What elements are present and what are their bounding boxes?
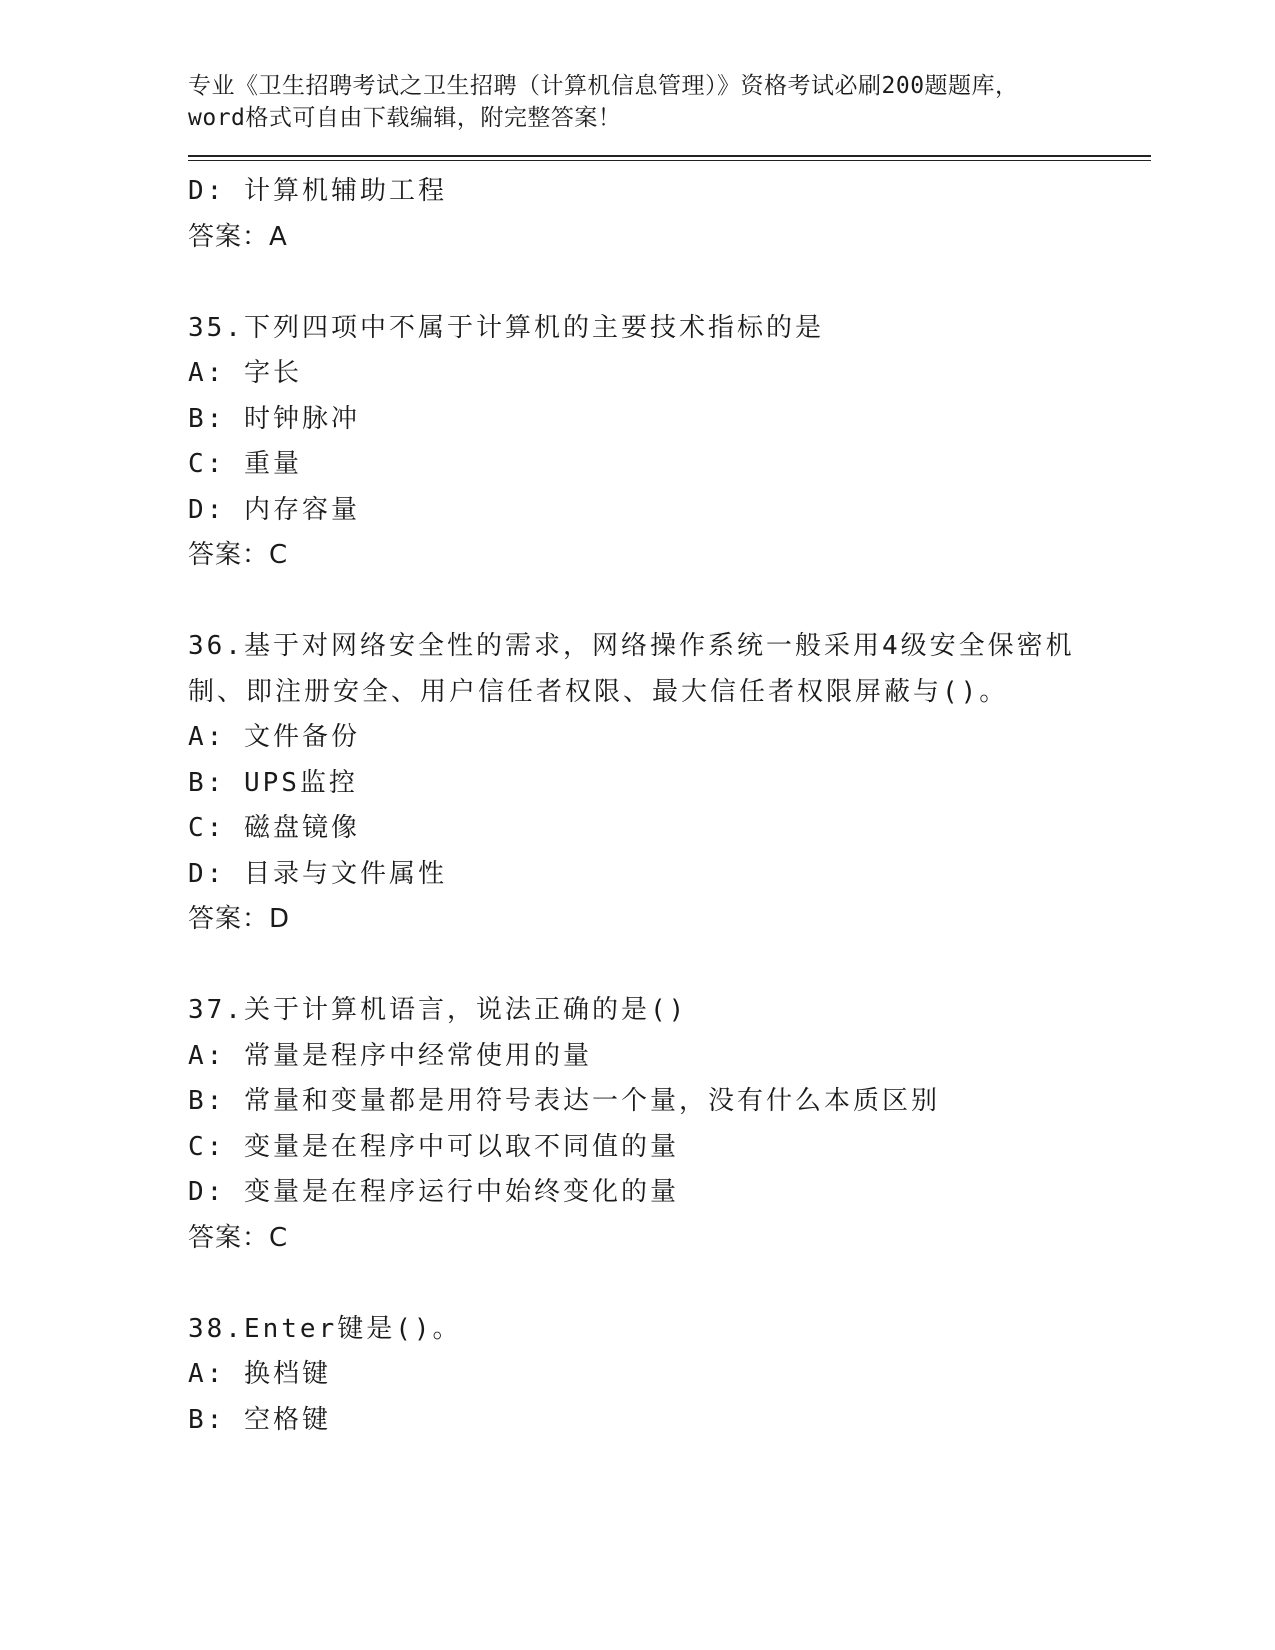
answer-label: 答案：C	[188, 1222, 289, 1253]
question-block-38	[188, 1307, 1148, 1444]
question-block-35	[188, 306, 1148, 579]
option-c: C: 变量是在程序中可以取不同值的量	[188, 1131, 679, 1162]
question-list	[188, 169, 1148, 1443]
header-title-line-2: word格式可自由下载编辑，附完整答案！	[188, 105, 622, 131]
option-b: B: UPS监控	[188, 767, 358, 798]
document-page	[188, 70, 1148, 1443]
option-b: B: 常量和变量都是用符号表达一个量，没有什么本质区别	[188, 1086, 940, 1116]
question-stem: 37.关于计算机语言，说法正确的是()	[188, 995, 688, 1025]
header-divider	[188, 155, 1151, 161]
question-stem: 38.Enter键是()。	[188, 1313, 462, 1344]
answer-label: 答案：A	[188, 221, 288, 252]
spacer	[188, 1261, 1148, 1307]
document-header	[188, 70, 1148, 134]
spacer	[188, 579, 1148, 625]
option-b: B: 空格键	[188, 1404, 331, 1435]
option-d: D: 内存容量	[188, 494, 360, 525]
option-c: C: 重量	[188, 449, 302, 479]
question-stem: 35.下列四项中不属于计算机的主要技术指标的是	[188, 312, 824, 343]
spacer	[188, 943, 1148, 989]
option-a: A: 换档键	[188, 1359, 331, 1389]
option-d: D: 计算机辅助工程	[188, 176, 447, 206]
option-d: D: 变量是在程序运行中始终变化的量	[188, 1177, 679, 1207]
question-stem-line-2: 制、即注册安全、用户信任者权限、最大信任者权限屏蔽与()。	[188, 676, 1009, 707]
question-block-36	[188, 624, 1148, 943]
question-stem-line-1: 36.基于对网络安全性的需求，网络操作系统一般采用4级安全保密机	[188, 631, 1075, 661]
option-c: C: 磁盘镜像	[188, 813, 360, 843]
option-b: B: 时钟脉冲	[188, 403, 360, 434]
header-title-line-1: 专业《卫生招聘考试之卫生招聘（计算机信息管理）》资格考试必刷200题题库，	[188, 73, 1019, 99]
question-block-34	[188, 169, 1148, 260]
option-a: A: 常量是程序中经常使用的量	[188, 1040, 592, 1071]
spacer	[188, 260, 1148, 306]
option-d: D: 目录与文件属性	[188, 858, 447, 889]
option-a: A: 字长	[188, 358, 302, 388]
question-block-37	[188, 988, 1148, 1261]
option-a: A: 文件备份	[188, 722, 360, 752]
answer-label: 答案：D	[188, 904, 291, 934]
answer-label: 答案：C	[188, 540, 289, 570]
